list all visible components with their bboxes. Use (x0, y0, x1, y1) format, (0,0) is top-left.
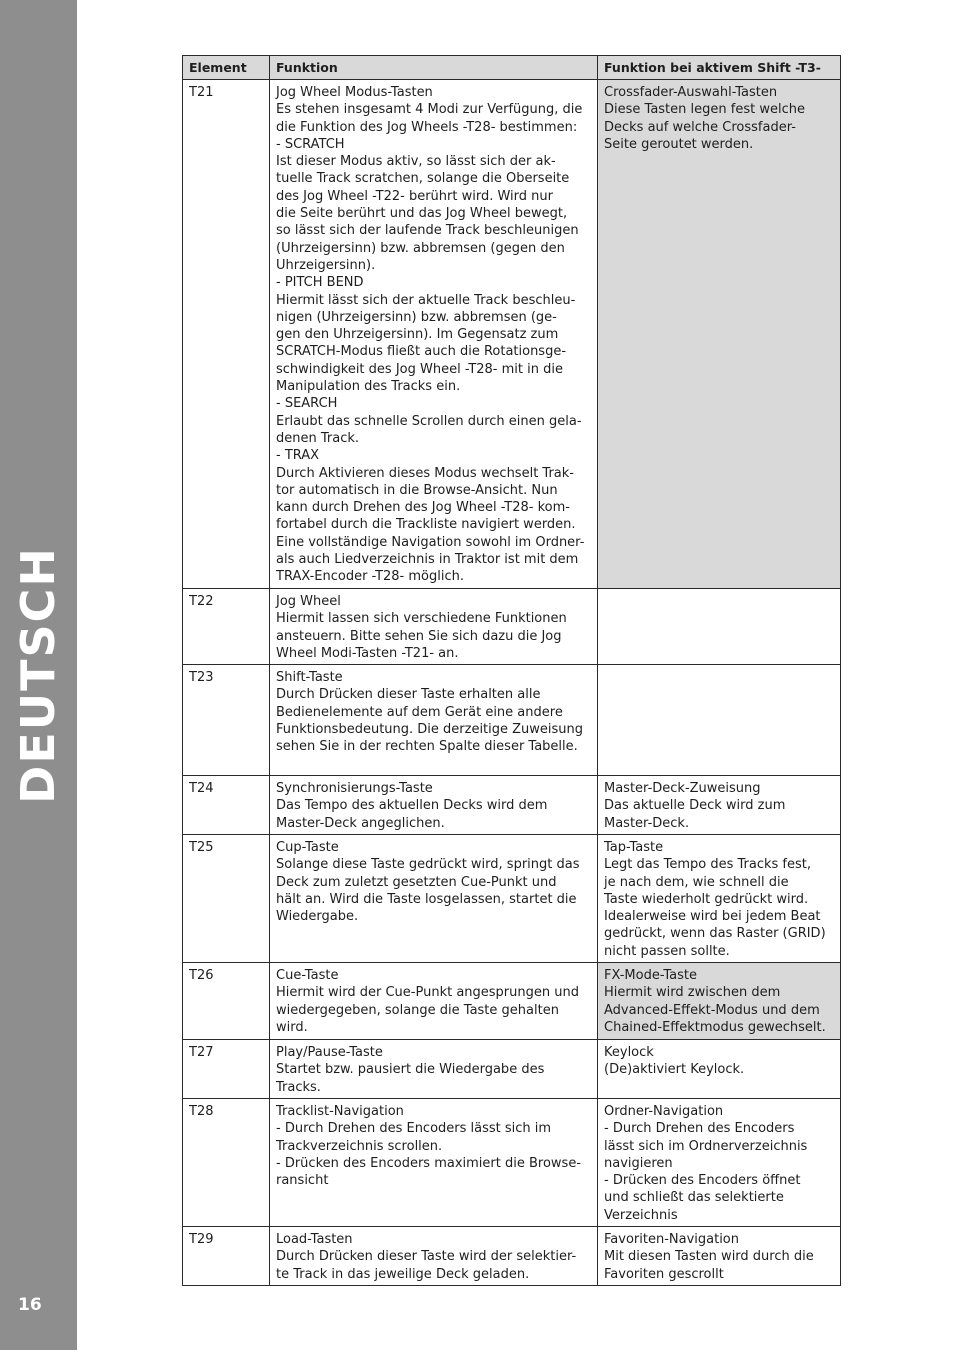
funktion-cell-text: Cup-Taste Solange diese Taste gedrückt wird, springt das Deck zum zuletzt gesetzten Cue-Punkt und hält an. Wird die Taste losgelassen, startet die Wiedergabe. (276, 840, 580, 925)
shift-funktion-cell-text: Master-Deck-Zuweisung Das aktuelle Deck wird zum Master-Deck. (604, 781, 786, 831)
shift-funktion-cell-text: Ordner-Navigation - Durch Drehen des Encoders lässt sich im Ordnerverzeichnis navigieren - Drücken des Encoders öffnet und schließt das selektierte Verzeichnis (604, 1104, 808, 1223)
element-cell (183, 1099, 270, 1227)
element-cell-text: T29 (189, 1232, 214, 1247)
funktion-cell (270, 1099, 598, 1227)
funktion-cell (270, 1227, 598, 1286)
funktion-cell (270, 589, 598, 665)
shift-funktion-cell (598, 665, 841, 776)
language-sidebar (0, 0, 77, 1350)
shift-funktion-cell-text: Tap-Taste Legt das Tempo des Tracks fest, je nach dem, wie schnell die Taste wiederholt gedrückt wird. Idealerweise wird bei jedem Beat gedrückt, wenn das Raster (GRID) nicht passen sollte. (604, 840, 826, 959)
controls-table (182, 55, 841, 1286)
shift-funktion-cell (598, 589, 841, 665)
funktion-cell-text: Play/Pause-Taste Startet bzw. pausiert die Wiedergabe des Tracks. (276, 1045, 545, 1095)
header-funktion: Funktion (270, 56, 598, 80)
header-element: Element (183, 56, 270, 80)
shift-funktion-cell-text: Keylock (De)aktiviert Keylock. (604, 1045, 745, 1078)
page-number: 16 (18, 1295, 42, 1315)
shift-funktion-cell (598, 1227, 841, 1286)
shift-funktion-cell (598, 1099, 841, 1227)
shift-funktion-cell (598, 776, 841, 835)
shift-funktion-cell (598, 80, 841, 589)
table-row (183, 1227, 841, 1286)
table-row (183, 589, 841, 665)
funktion-cell-text: Shift-Taste Durch Drücken dieser Taste erhalten alle Bedienelemente auf dem Gerät eine andere Funktionsbedeutung. Die derzeitige Zuweisung sehen Sie in der rechten Spalte dieser Tabelle. (276, 670, 584, 755)
element-cell (183, 1227, 270, 1286)
shift-funktion-cell-text: FX-Mode-Taste Hiermit wird zwischen dem Advanced-Effekt-Modus und dem Chained-Effektmodus gewechselt. (604, 968, 826, 1035)
table-row (183, 1040, 841, 1099)
shift-funktion-cell (598, 1040, 841, 1099)
funktion-cell-text: Jog Wheel Hiermit lassen sich verschiedene Funktionen ansteuern. Bitte sehen Sie sich dazu die Jog Wheel Modi-Tasten -T21- an. (276, 594, 567, 661)
funktion-cell-text: Cue-Taste Hiermit wird der Cue-Punkt angesprungen und wiedergegeben, solange die Taste gehalten wird. (276, 968, 579, 1035)
funktion-cell (270, 776, 598, 835)
element-cell-text: T23 (189, 670, 214, 685)
funktion-cell-text: Jog Wheel Modus-Tasten Es stehen insgesamt 4 Modi zur Verfügung, die die Funktion des Jog Wheels -T28- bestimmen: - SCRATCH Ist dieser Modus aktiv, so lässt sich der ak- tuelle Track scratchen, solange die Oberseite des Jog Wheel -T22- berührt wird. Wird nur die Seite berührt und das Jog Wheel bewegt, so lässt sich der laufende Track beschleunigen (Uhrzeigersinn) bzw. abbremsen (gegen den Uhrzeigersinn). - PITCH BEND Hiermit lässt sich der aktuelle Track beschleu- nigen (Uhrzeigersinn) bzw. abbremsen (ge- gen den Uhrzeigersinn). Im Gegensatz zum SCRATCH-Modus fließt auch die Rotationsge- schwindigkeit des Jog Wheel -T28- mit in die Manipulation des Tracks ein. - SEARCH Erlaubt das schnelle Scrollen durch einen gela- denen Track. - TRAX Durch Aktivieren dieses Modus wechselt Trak- tor automatisch in die Browse-Ansicht. Nun kann durch Drehen des Jog Wheel -T28- kom- fortabel durch die Trackliste navigiert werden. Eine vollständige Navigation sowohl im Ordner- als auch Liedverzeichnis in Traktor ist mit dem TRAX-Encoder -T28- möglich. (276, 85, 585, 585)
language-label: DEUTSCH (11, 546, 65, 804)
element-cell-text: T21 (189, 85, 214, 100)
element-cell-text: T28 (189, 1104, 214, 1119)
element-cell-text: T27 (189, 1045, 214, 1060)
element-cell (183, 835, 270, 963)
shift-funktion-cell (598, 963, 841, 1040)
table-row (183, 963, 841, 1040)
table-header-row (183, 56, 841, 80)
shift-funktion-cell-text: Favoriten-Navigation Mit diesen Tasten wird durch die Favoriten gescrollt (604, 1232, 814, 1282)
table-row (183, 835, 841, 963)
element-cell (183, 1040, 270, 1099)
element-cell-text: T24 (189, 781, 214, 796)
funktion-cell (270, 835, 598, 963)
shift-funktion-cell (598, 835, 841, 963)
element-cell (183, 589, 270, 665)
funktion-cell (270, 80, 598, 589)
funktion-cell-text: Tracklist-Navigation - Durch Drehen des Encoders lässt sich im Trackverzeichnis scrollen. - Drücken des Encoders maximiert die Browse- ransicht (276, 1104, 582, 1189)
table-row (183, 776, 841, 835)
element-cell (183, 665, 270, 776)
element-cell (183, 963, 270, 1040)
funktion-cell-text: Synchronisierungs-Taste Das Tempo des aktuellen Decks wird dem Master-Deck angeglichen. (276, 781, 548, 831)
element-cell-text: T25 (189, 840, 214, 855)
funktion-cell (270, 963, 598, 1040)
table-row (183, 1099, 841, 1227)
table-row (183, 80, 841, 589)
table-row (183, 665, 841, 776)
header-shift-funktion: Funktion bei aktivem Shift -T3- (598, 56, 841, 80)
funktion-cell-text: Load-Tasten Durch Drücken dieser Taste wird der selektier- te Track in das jeweilige Deck geladen. (276, 1232, 577, 1282)
element-cell (183, 80, 270, 589)
funktion-cell (270, 1040, 598, 1099)
funktion-cell (270, 665, 598, 776)
element-cell-text: T26 (189, 968, 214, 983)
element-cell (183, 776, 270, 835)
element-cell-text: T22 (189, 594, 214, 609)
shift-funktion-cell-text: Crossfader-Auswahl-Tasten Diese Tasten legen fest welche Decks auf welche Crossfader- Seite geroutet werden. (604, 85, 805, 152)
